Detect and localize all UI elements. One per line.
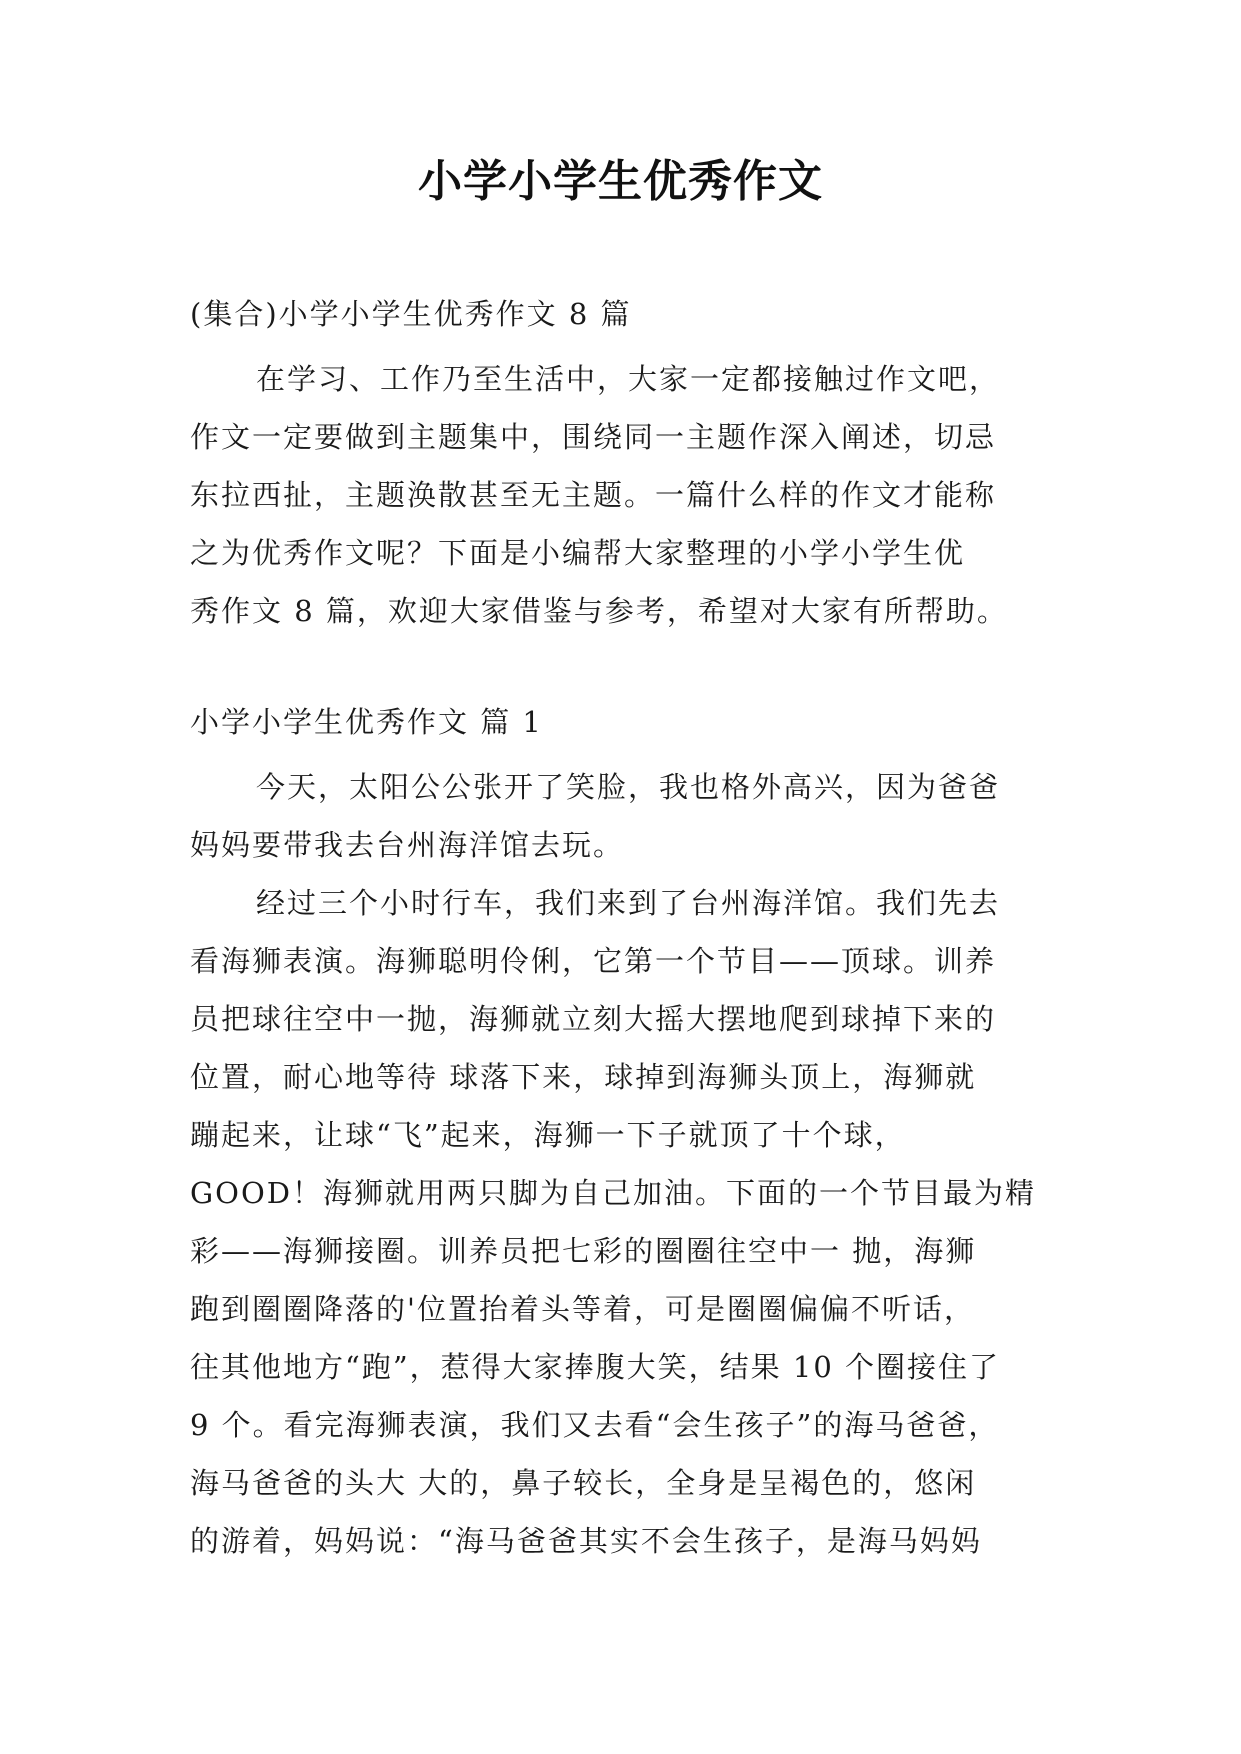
text-line: 的游着，妈妈说：“海马爸爸其实不会生孩子，是海马妈妈	[190, 1524, 982, 1558]
section-heading: 小学小学生优秀作文 篇 1	[190, 705, 543, 739]
body-paragraph	[190, 758, 1060, 874]
text-line: 往其他地方“跑”，惹得大家捧腹大笑，结果 10 个圈接住了	[190, 1350, 1000, 1384]
document-subtitle: (集合)小学小学生优秀作文 8 篇	[190, 297, 632, 331]
text-line: 在学习、工作乃至生活中，大家一定都接触过作文吧，	[256, 362, 1001, 396]
text-line: GOOD！海狮就用两只脚为自己加油。下面的一个节目最为精	[190, 1176, 1036, 1210]
text-line: 彩——海狮接圈。训养员把七彩的圈圈往空中一 抛，海狮	[190, 1234, 977, 1268]
body-paragraph	[190, 874, 1060, 1570]
text-line: 9 个。看完海狮表演，我们又去看“会生孩子”的海马爸爸，	[190, 1408, 1000, 1442]
page-title: 小学小学生优秀作文	[418, 156, 823, 207]
text-line: 看海狮表演。海狮聪明伶俐，它第一个节目——顶球。训养	[190, 944, 997, 978]
text-line: 经过三个小时行车，我们来到了台州海洋馆。我们先去	[256, 886, 1001, 920]
text-line: 东拉西扯，主题涣散甚至无主题。一篇什么样的作文才能称	[190, 478, 997, 512]
text-line: 今天，太阳公公张开了笑脸，我也格外高兴，因为爸爸	[256, 770, 1001, 804]
text-line: 跑到圈圈降落的'位置抬着头等着，可是圈圈偏偏不听话，	[190, 1292, 975, 1326]
text-line: 位置，耐心地等待 球落下来，球掉到海狮头顶上，海狮就	[190, 1060, 977, 1094]
text-line: 蹦起来，让球“飞”起来，海狮一下子就顶了十个球，	[190, 1118, 906, 1152]
intro-paragraph	[190, 350, 1060, 640]
text-line: 海马爸爸的头大 大的，鼻子较长，全身是呈褐色的，悠闲	[190, 1466, 977, 1500]
text-line: 之为优秀作文呢？下面是小编帮大家整理的小学小学生优	[190, 536, 966, 570]
text-line: 作文一定要做到主题集中，围绕同一主题作深入阐述，切忌	[190, 420, 997, 454]
text-line: 员把球往空中一抛，海狮就立刻大摇大摆地爬到球掉下来的	[190, 1002, 997, 1036]
text-line: 妈妈要带我去台州海洋馆去玩。	[190, 828, 625, 862]
text-line: 秀作文 8 篇，欢迎大家借鉴与参考，希望对大家有所帮助。	[190, 594, 1008, 628]
